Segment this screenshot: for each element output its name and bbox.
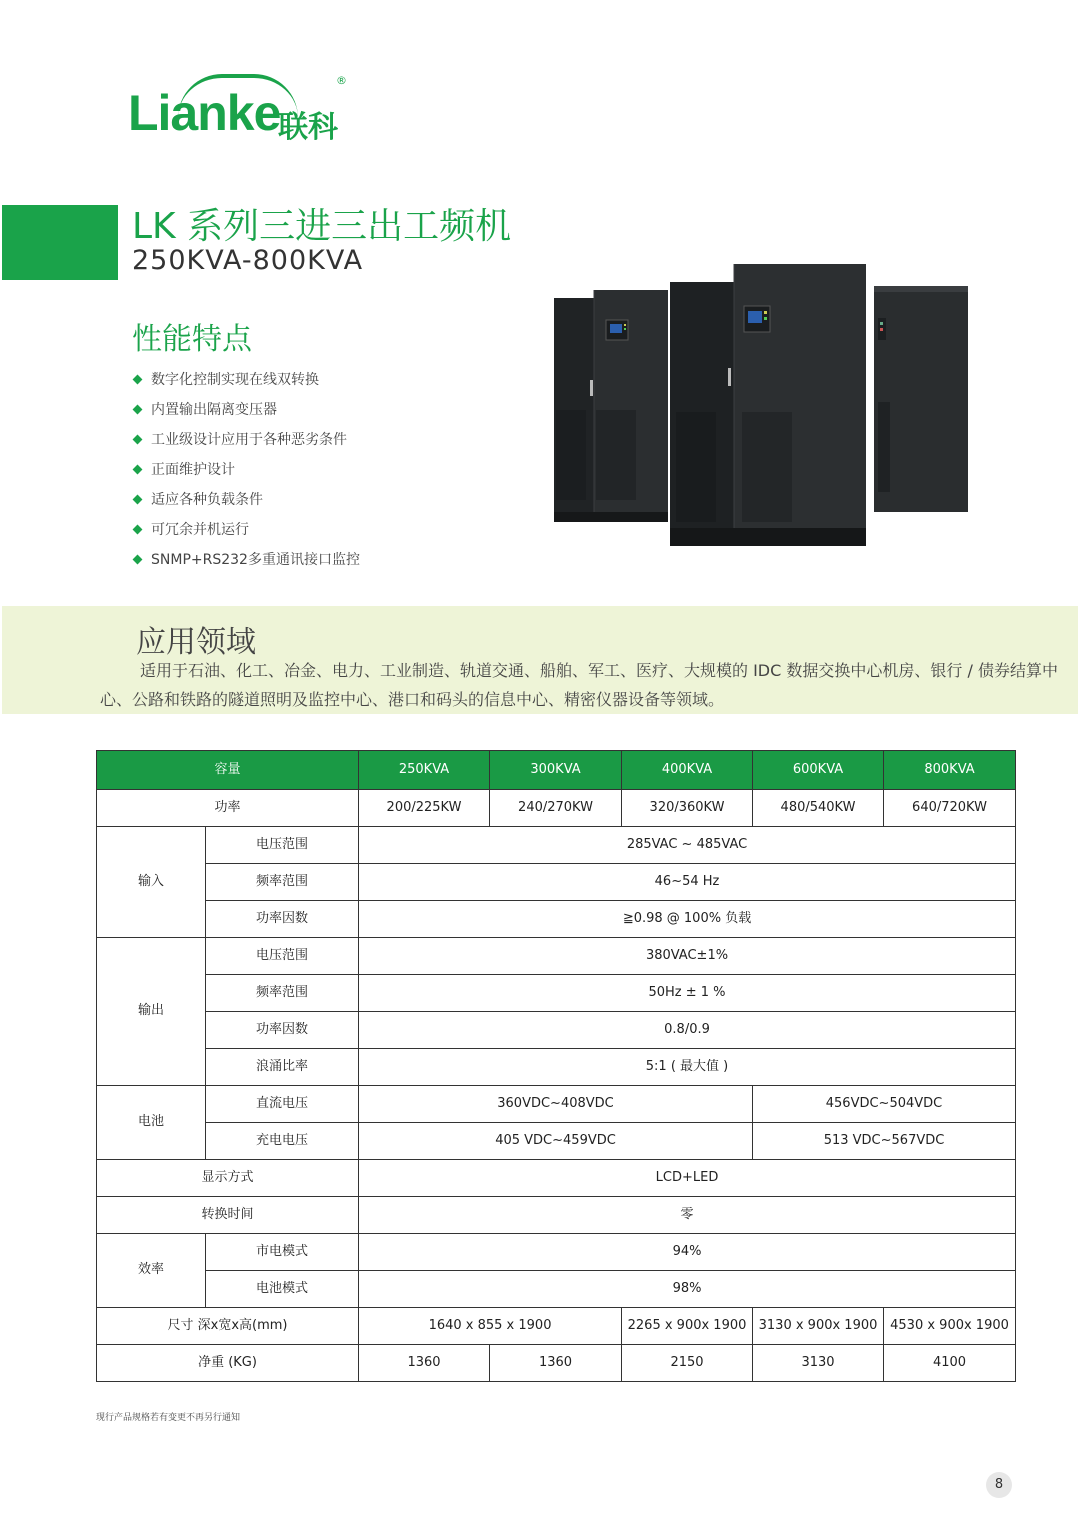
value-cell: 513 VDC~567VDC bbox=[753, 1123, 1016, 1160]
value-cell: 98% bbox=[359, 1271, 1016, 1308]
spec-footnote: 现行产品规格若有变更不再另行通知 bbox=[96, 1413, 241, 1423]
table-row bbox=[97, 790, 1016, 827]
feature-item: 可冗余并机运行 bbox=[132, 520, 360, 550]
application-heading: 应用领域 bbox=[136, 625, 256, 660]
cabinet-center bbox=[670, 264, 866, 546]
table-header-row bbox=[97, 751, 1016, 790]
value-cell: 1360 bbox=[490, 1345, 622, 1382]
page-number: 8 bbox=[986, 1472, 1012, 1498]
feature-item: 工业级设计应用于各种恶劣条件 bbox=[132, 430, 360, 460]
value-cell: 456VDC~504VDC bbox=[753, 1086, 1016, 1123]
power-label: 功率 bbox=[97, 790, 359, 827]
value-cell: 零 bbox=[359, 1197, 1016, 1234]
cabinet-left bbox=[554, 290, 668, 522]
diamond-bullet-icon bbox=[133, 555, 143, 565]
power-cell: 320/360KW bbox=[622, 790, 753, 827]
capacity-label: 容量 bbox=[97, 751, 359, 790]
feature-item: SNMP+RS232多重通讯接口监控 bbox=[132, 550, 360, 580]
value-cell: LCD+LED bbox=[359, 1160, 1016, 1197]
value-cell: 1640 x 855 x 1900 bbox=[359, 1308, 622, 1345]
logo-wordmark: Lianke bbox=[128, 85, 281, 141]
power-cell: 240/270KW bbox=[490, 790, 622, 827]
value-cell: 3130 bbox=[753, 1345, 884, 1382]
table-row bbox=[97, 975, 1016, 1012]
feature-item: 适应各种负载条件 bbox=[132, 490, 360, 520]
row-label: 充电电压 bbox=[206, 1123, 359, 1160]
table-row bbox=[97, 1086, 1016, 1123]
diamond-bullet-icon bbox=[133, 525, 143, 535]
value-cell: 5:1 ( 最大值 ) bbox=[359, 1049, 1016, 1086]
table-row bbox=[97, 1197, 1016, 1234]
row-label: 浪涌比率 bbox=[206, 1049, 359, 1086]
efficiency-group-label: 效率 bbox=[97, 1234, 206, 1308]
value-cell: 0.8/0.9 bbox=[359, 1012, 1016, 1049]
page-subtitle: 250KVA-800KVA bbox=[132, 245, 364, 276]
row-label: 功率因数 bbox=[206, 901, 359, 938]
battery-group-label: 电池 bbox=[97, 1086, 206, 1160]
features-heading: 性能特点 bbox=[132, 322, 252, 357]
table-row bbox=[97, 1012, 1016, 1049]
row-label: 功率因数 bbox=[206, 1012, 359, 1049]
row-label: 市电模式 bbox=[206, 1234, 359, 1271]
row-label: 转换时间 bbox=[97, 1197, 359, 1234]
table-row bbox=[97, 1345, 1016, 1382]
model-cell: 800KVA bbox=[884, 751, 1016, 790]
row-label: 净重 (KG) bbox=[97, 1345, 359, 1382]
row-label: 电压范围 bbox=[206, 938, 359, 975]
output-group-label: 输出 bbox=[97, 938, 206, 1086]
value-cell: 2150 bbox=[622, 1345, 753, 1382]
row-label: 频率范围 bbox=[206, 975, 359, 1012]
row-label: 直流电压 bbox=[206, 1086, 359, 1123]
cabinet-right bbox=[874, 286, 968, 512]
model-cell: 400KVA bbox=[622, 751, 753, 790]
table-row bbox=[97, 901, 1016, 938]
row-label: 电压范围 bbox=[206, 827, 359, 864]
model-cell: 600KVA bbox=[753, 751, 884, 790]
value-cell: 46~54 Hz bbox=[359, 864, 1016, 901]
table-row bbox=[97, 864, 1016, 901]
table-row bbox=[97, 827, 1016, 864]
row-label: 尺寸 深x宽x高(mm) bbox=[97, 1308, 359, 1345]
title-accent-block bbox=[2, 205, 118, 280]
features-list bbox=[132, 370, 360, 580]
value-cell: 2265 x 900x 1900 bbox=[622, 1308, 753, 1345]
row-label: 电池模式 bbox=[206, 1271, 359, 1308]
diamond-bullet-icon bbox=[133, 375, 143, 385]
table-row bbox=[97, 1049, 1016, 1086]
input-group-label: 输入 bbox=[97, 827, 206, 938]
value-cell: 360VDC~408VDC bbox=[359, 1086, 753, 1123]
value-cell: ≧0.98 @ 100% 负载 bbox=[359, 901, 1016, 938]
power-cell: 640/720KW bbox=[884, 790, 1016, 827]
value-cell: 3130 x 900x 1900 bbox=[753, 1308, 884, 1345]
table-row bbox=[97, 1308, 1016, 1345]
table-row bbox=[97, 1123, 1016, 1160]
logo-chinese-name: 联科 bbox=[278, 110, 338, 145]
value-cell: 285VAC ~ 485VAC bbox=[359, 827, 1016, 864]
spec-table bbox=[96, 750, 1016, 1382]
power-cell: 200/225KW bbox=[359, 790, 490, 827]
diamond-bullet-icon bbox=[133, 465, 143, 475]
value-cell: 94% bbox=[359, 1234, 1016, 1271]
feature-item: 正面维护设计 bbox=[132, 460, 360, 490]
value-cell: 405 VDC~459VDC bbox=[359, 1123, 753, 1160]
value-cell: 4100 bbox=[884, 1345, 1016, 1382]
table-row bbox=[97, 1234, 1016, 1271]
registered-mark: ® bbox=[336, 74, 347, 87]
diamond-bullet-icon bbox=[133, 435, 143, 445]
diamond-bullet-icon bbox=[133, 405, 143, 415]
value-cell: 50Hz ± 1 % bbox=[359, 975, 1016, 1012]
page-title: LK 系列三进三出工频机 bbox=[132, 206, 512, 247]
feature-item: 内置输出隔离变压器 bbox=[132, 400, 360, 430]
table-row bbox=[97, 1271, 1016, 1308]
feature-item: 数字化控制实现在线双转换 bbox=[132, 370, 360, 400]
diamond-bullet-icon bbox=[133, 495, 143, 505]
row-label: 显示方式 bbox=[97, 1160, 359, 1197]
table-row bbox=[97, 938, 1016, 975]
value-cell: 380VAC±1% bbox=[359, 938, 1016, 975]
ups-cabinets-image bbox=[552, 262, 972, 552]
power-cell: 480/540KW bbox=[753, 790, 884, 827]
brand-logo bbox=[128, 62, 358, 145]
value-cell: 4530 x 900x 1900 bbox=[884, 1308, 1016, 1345]
table-row bbox=[97, 1160, 1016, 1197]
model-cell: 250KVA bbox=[359, 751, 490, 790]
value-cell: 1360 bbox=[359, 1345, 490, 1382]
application-text: 适用于石油、化工、冶金、电力、工业制造、轨道交通、船舶、军工、医疗、大规模的 IDC 数据交换中心机房、银行 / 债券结算中心、公路和铁路的隧道照明及监控中心、港口和码头的信息中心、精密仪器设备等领域。 bbox=[100, 661, 1058, 709]
model-cell: 300KVA bbox=[490, 751, 622, 790]
row-label: 频率范围 bbox=[206, 864, 359, 901]
